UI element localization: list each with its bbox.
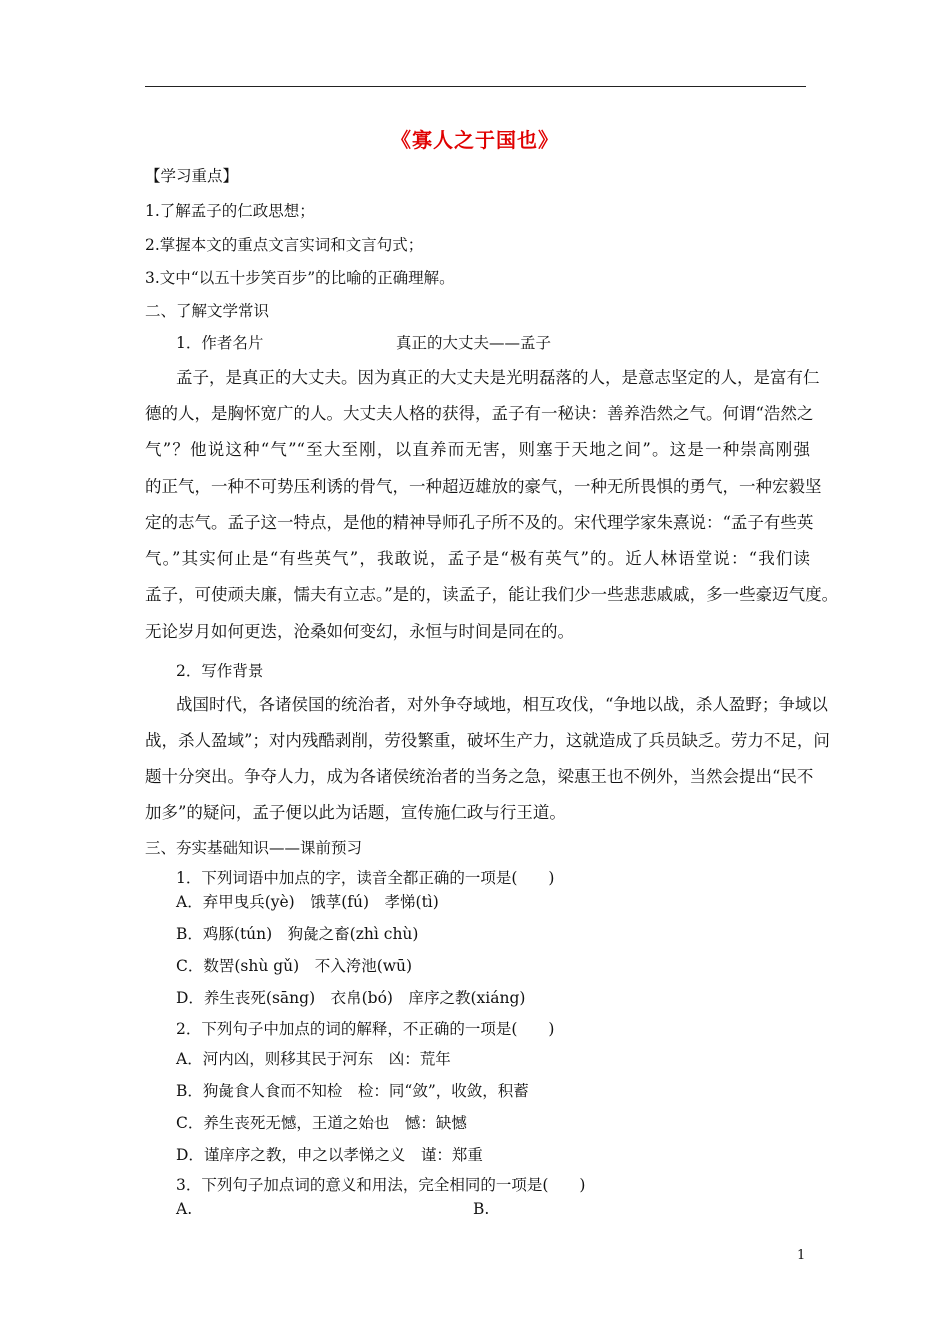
q1-stem: 1．下列词语中加点的字，读音全都正确的一项是( ) — [176, 869, 555, 887]
section3-heading: 三、夯实基础知识——课前预习 — [145, 839, 363, 857]
page-title: 《寡人之于国也》 — [391, 128, 559, 152]
background-para-line-2: 战，杀人盈域”；对内残酷剥削，劳役繁重，破坏生产力，这就造成了兵员缺乏。劳力不足，问 — [145, 731, 830, 750]
author-para-line-6: 气。”其实何止是“有些英气”，我敢说，孟子是“极有英气”的。近人林语堂说：“我们读 — [145, 549, 810, 568]
q2-option-d: D．谨庠序之教，申之以孝悌之义 谨：郑重 — [176, 1146, 483, 1164]
author-para-line-7: 孟子，可使顽夫廉，懦夫有立志。”是的，读孟子，能让我们少一些悲悲戚戚，多一些豪迈气度。 — [145, 585, 839, 604]
q2-stem: 2．下列句子中加点的词的解释，不正确的一项是( ) — [176, 1020, 555, 1038]
q1-option-b: B．鸡豚(tún) 狗彘之畜(zhì chù) — [176, 925, 419, 943]
q2-option-c: C．养生丧死无憾，王道之始也 憾：缺憾 — [176, 1114, 467, 1132]
author-para-line-2: 德的人，是胸怀宽广的人。大丈夫人格的获得，孟子有一秘诀：善养浩然之气。何谓“浩然之 — [145, 404, 814, 423]
q3-option-b: B. — [473, 1200, 490, 1218]
q2-option-b: B．狗彘食人食而不知检 检：同“敛”，收敛，积蓄 — [176, 1082, 529, 1100]
q3-stem: 3．下列句子加点词的意义和用法，完全相同的一项是( ) — [176, 1176, 586, 1194]
author-para-line-5: 定的志气。孟子这一特点，是他的精神导师孔子所不及的。宋代理学家朱熹说：“孟子有些英 — [145, 513, 814, 532]
author-card-label: 1．作者名片 — [176, 334, 264, 352]
author-para-line-3: 气”？他说这种“气”“至大至刚，以直养而无害，则塞于天地之间”。这是一种崇高刚强 — [145, 440, 810, 459]
author-para-line-8: 无论岁月如何更迭，沧桑如何变幻，永恒与时间是同在的。 — [145, 622, 574, 641]
focus-heading: 【学习重点】 — [145, 167, 239, 185]
author-card-title: 真正的大丈夫——孟子 — [396, 334, 552, 352]
q3-option-a: A. — [176, 1200, 193, 1218]
section2-heading: 二、了解文学常识 — [145, 302, 270, 320]
q1-option-d: D．养生丧死(sāng) 衣帛(bó) 庠序之教(xiáng) — [176, 989, 526, 1007]
q1-option-c: C．数罟(shù gǔ) 不入洿池(wū) — [176, 957, 413, 975]
background-para-line-3: 题十分突出。争夺人力，成为各诸侯统治者的当务之急，梁惠王也不例外，当然会提出“民不 — [145, 767, 814, 786]
page-number: 1 — [797, 1248, 806, 1263]
focus-item-1: 1.了解孟子的仁政思想； — [145, 202, 315, 220]
background-para-line-1: 战国时代，各诸侯国的统治者，对外争夺域地，相互攻伐，“争地以战，杀人盈野；争域以 — [176, 695, 828, 714]
background-label: 2．写作背景 — [176, 662, 264, 680]
focus-item-2: 2.掌握本文的重点文言实词和文言句式； — [145, 236, 424, 254]
author-para-line-4: 的正气，一种不可势压利诱的骨气，一种超迈雄放的豪气，一种无所畏惧的勇气，一种宏毅坚 — [145, 477, 822, 496]
top-rule — [145, 86, 806, 87]
q1-option-a: A．弃甲曳兵(yè) 饿莩(fú) 孝悌(tì) — [176, 893, 439, 911]
focus-item-3: 3.文中“以五十步笑百步”的比喻的正确理解。 — [145, 269, 455, 287]
background-para-line-4: 加多”的疑问，孟子便以此为话题，宣传施仁政与行王道。 — [145, 803, 566, 822]
author-para-line-1: 孟子，是真正的大丈夫。因为真正的大丈夫是光明磊落的人，是意志坚定的人，是富有仁 — [176, 368, 820, 387]
q2-option-a: A．河内凶，则移其民于河东 凶：荒年 — [176, 1050, 451, 1068]
